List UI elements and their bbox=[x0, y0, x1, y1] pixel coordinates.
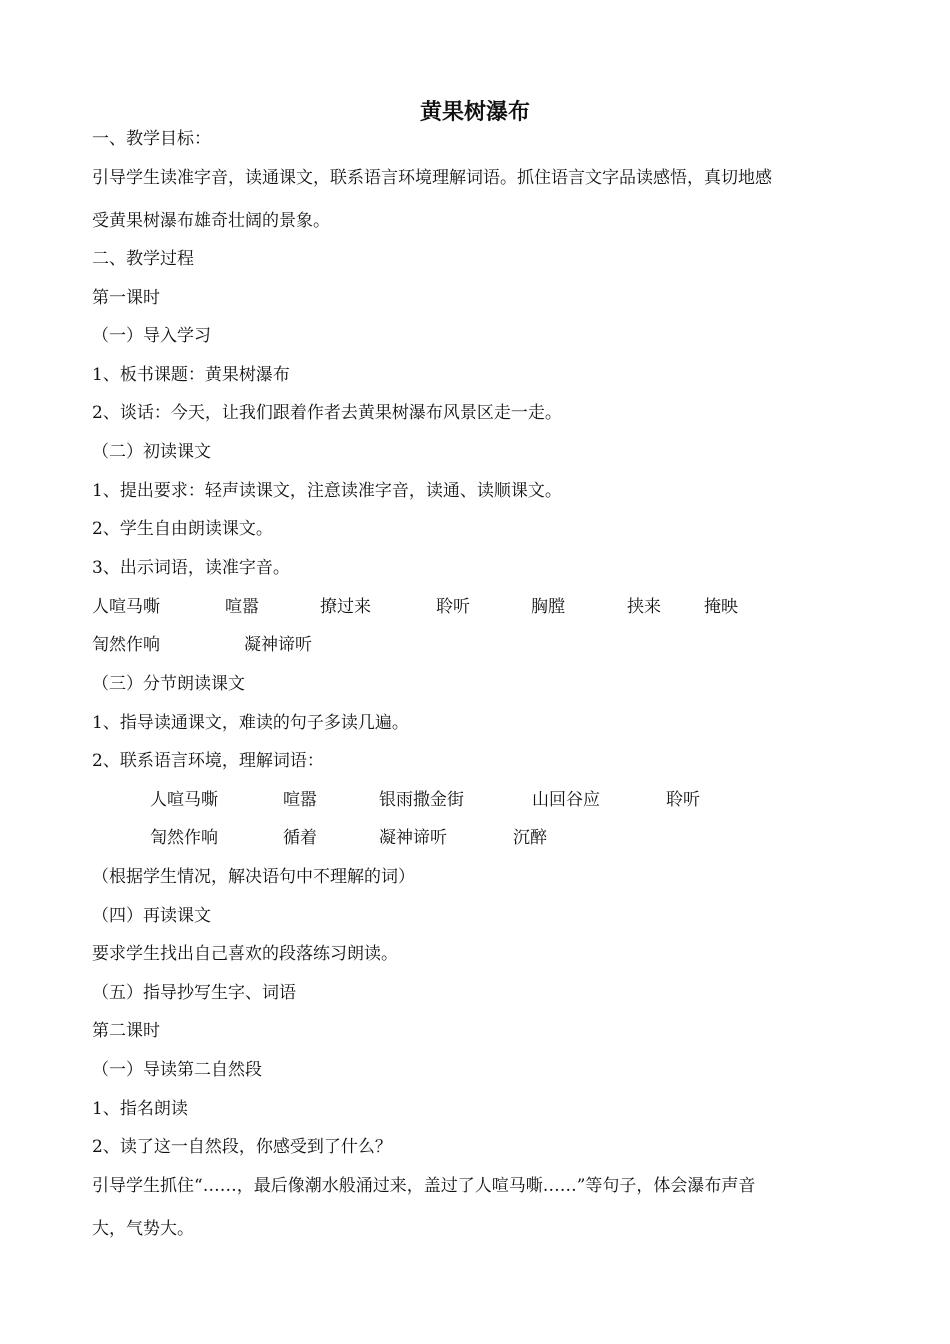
vocab-word: 喧嚣 bbox=[283, 790, 317, 810]
text-line: 1、板书课题：黄果树瀑布 bbox=[92, 365, 290, 385]
vocab-word: 聆听 bbox=[436, 597, 470, 617]
text-line: 二、教学过程 bbox=[92, 249, 194, 269]
vocab-word: 撩过来 bbox=[320, 597, 371, 617]
text-line: 引导学生抓住“……，最后像潮水般涌过来，盖过了人喧马嘶……”等句子，体会瀑布声音 bbox=[92, 1176, 756, 1196]
vocab-word: 循着 bbox=[283, 828, 317, 848]
text-line: 受黄果树瀑布雄奇壮阔的景象。 bbox=[92, 211, 330, 231]
text-line: 2、学生自由朗读课文。 bbox=[92, 519, 273, 539]
text-line: （一）导入学习 bbox=[92, 326, 211, 346]
text-line: 大，气势大。 bbox=[92, 1219, 194, 1239]
vocab-word: 喧嚣 bbox=[225, 597, 259, 617]
text-line: 第一课时 bbox=[92, 288, 160, 308]
vocab-word: 人喧马嘶 bbox=[92, 597, 160, 617]
vocab-word: 凝神谛听 bbox=[244, 635, 312, 655]
text-line: 第二课时 bbox=[92, 1021, 160, 1041]
text-line: 引导学生读准字音，读通课文，联系语言环境理解词语。抓住语言文字品读感悟，真切地感 bbox=[92, 168, 772, 188]
text-line: （四）再读课文 bbox=[92, 906, 211, 926]
text-line: 1、提出要求：轻声读课文，注意读准字音，读通、读顺课文。 bbox=[92, 481, 562, 501]
text-line: 要求学生找出自己喜欢的段落练习朗读。 bbox=[92, 944, 398, 964]
vocab-word: 訇然作响 bbox=[92, 635, 160, 655]
text-line: 2、读了这一自然段，你感受到了什么？ bbox=[92, 1137, 392, 1157]
vocab-word: 山回谷应 bbox=[532, 790, 600, 810]
vocab-word: 掩映 bbox=[704, 597, 738, 617]
text-line: （二）初读课文 bbox=[92, 442, 211, 462]
text-line: （五）指导抄写生字、词语 bbox=[92, 983, 296, 1003]
vocab-word: 聆听 bbox=[666, 790, 700, 810]
vocab-word: 凝神谛听 bbox=[379, 828, 447, 848]
vocab-word: 挟来 bbox=[627, 597, 661, 617]
vocab-word: 沉醉 bbox=[513, 828, 547, 848]
text-line: （三）分节朗读课文 bbox=[92, 674, 245, 694]
vocab-word: 訇然作响 bbox=[150, 828, 218, 848]
text-line: 1、指导读通课文，难读的句子多读几遍。 bbox=[92, 713, 409, 733]
vocab-word: 银雨撒金街 bbox=[379, 790, 464, 810]
vocab-word: 人喧马嘶 bbox=[150, 790, 218, 810]
text-line: 一、教学目标： bbox=[92, 129, 211, 149]
text-line: 3、出示词语，读准字音。 bbox=[92, 558, 290, 578]
vocab-word: 胸膛 bbox=[531, 597, 565, 617]
text-line: （一）导读第二自然段 bbox=[92, 1060, 262, 1080]
text-line: 2、谈话：今天，让我们跟着作者去黄果树瀑布风景区走一走。 bbox=[92, 403, 562, 423]
text-line: （根据学生情况，解决语句中不理解的词） bbox=[92, 867, 415, 887]
text-line: 1、指名朗读 bbox=[92, 1099, 188, 1119]
document-title: 黄果树瀑布 bbox=[419, 100, 530, 125]
text-line: 2、联系语言环境，理解词语： bbox=[92, 751, 324, 771]
